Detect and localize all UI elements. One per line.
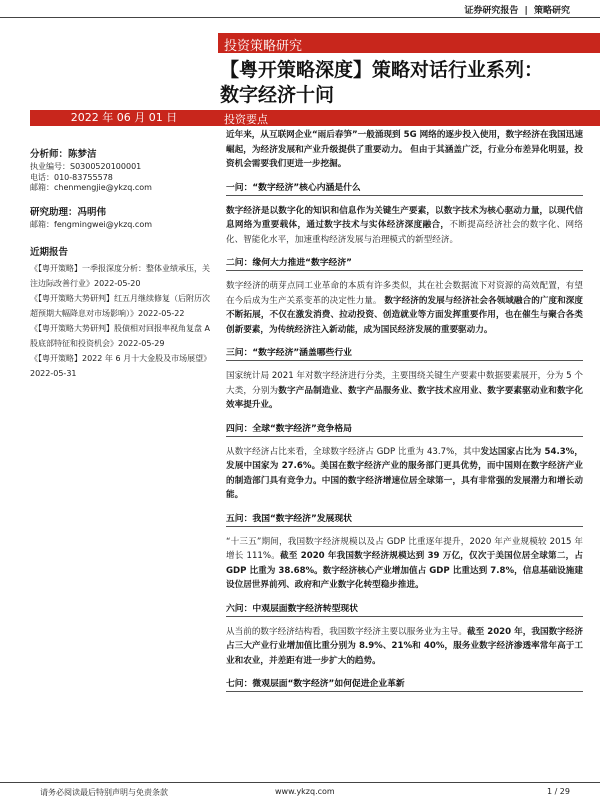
section-bold: 数字经济是以数字化的知识和信息作为关键生产要素，以数字技术为核心驱动力量，以现代信息网络为重要载体，通过数字技术与实体经济深度融合， bbox=[226, 205, 583, 230]
related-report-item[interactable]: 《【粤开策略】一季报深度分析：整体业绩承压，关注边际改善行业》2022-05-20 bbox=[30, 264, 210, 288]
sidebar bbox=[30, 146, 212, 382]
top-header bbox=[0, 0, 600, 18]
page-number: 1 / 29 bbox=[546, 787, 570, 796]
section-body bbox=[226, 204, 583, 248]
section-6 bbox=[226, 601, 583, 669]
category-label: 投资策略研究 bbox=[224, 39, 303, 54]
assistant-email[interactable]: 邮箱：fengmingwei@ykzq.com bbox=[30, 219, 153, 229]
report-date: 2022 年 06 月 01 日 bbox=[30, 110, 218, 126]
section-text: 数字经济的萌芽点同工业革命的本质有许多类似，其在社会数据流下对资源的高效配置，有望在今后成为生产关系变革的决定性力量。 bbox=[226, 281, 583, 306]
intro-bold-3: 但由于其涵盖广泛，行业分布差异化明显，投资机会需要我们更进一步挖掘。 bbox=[226, 144, 583, 169]
section-7 bbox=[226, 676, 583, 692]
intro-bold-2: 数字经济在我国迅速崛起，为经济发展和产业升级提供了重要动力。 bbox=[226, 130, 583, 155]
section-heading: 二问：缘何大力推进“数字经济” bbox=[226, 255, 583, 271]
section-text: 从数字经济占比来看，全球数字经济占 GDP 比重为 43.7%，其中 bbox=[226, 446, 481, 457]
summary-banner bbox=[218, 110, 600, 126]
section-bold-tail: 截至 2020 年我国数字经济规模达到 39 万亿，仅次于美国位居全球第二，占 GDP 比重为 38.68%。数字经济核心产业增加值占 GDP 比重达到 7.8%，信息基础设施建设位居世界前列、政府和产业数字化转型稳步推进。 bbox=[226, 551, 583, 590]
section-text: 国家统计局 2021 年对数字经济进行分类，主要围绕关键生产要素中数据要素展开，分为 5 个大类，分别为 bbox=[226, 371, 583, 396]
section-bold-tail: 数字产品制造业、数字产品服务业、数字技术应用业、数字要素驱动业和数字化效率提升业。 bbox=[226, 385, 583, 410]
section-text: “十三五”期间，我国数字经济规模以及占 GDP 比重逐年提升，2020 年产业规模较 2015 年增长 111%。 bbox=[226, 536, 583, 561]
section-heading: 三问：“数字经济”涵盖哪些行业 bbox=[226, 345, 583, 361]
title-line-1: 【粤开策略深度】策略对话行业系列： bbox=[220, 59, 544, 81]
title-line-2: 数字经济十问 bbox=[220, 84, 335, 106]
section-5 bbox=[226, 511, 583, 593]
section-body bbox=[226, 535, 583, 593]
section-body bbox=[226, 369, 583, 413]
summary-label: 投资要点 bbox=[224, 113, 268, 126]
section-1 bbox=[226, 180, 583, 248]
category-banner bbox=[218, 33, 600, 53]
page-footer bbox=[0, 782, 600, 800]
section-3 bbox=[226, 345, 583, 413]
section-bold-tail: 发达国家占比为 54.3%，发展中国家为 27.6%。美国在数字经济产业的服务部门更具优势，而中国则在数字经济产业的制造部门具有竞争力。中国的数字经济增速位居全球第一，具有非常强的发展潜力和增长动能。 bbox=[226, 446, 583, 500]
header-report-type bbox=[464, 3, 570, 16]
related-reports-title: 近期报告 bbox=[30, 247, 69, 258]
section-heading: 四问：全球“数字经济”竞争格局 bbox=[226, 421, 583, 437]
section-bold-tail: 数字经济的发展与经济社会各领域融合的广度和深度不断拓展，不仅在激发消费、拉动投资、创造就业等方面发挥重要作用，也在催生与聚合各类创新要素，为传统经济注入新动能，成为国民经济发展的重要驱动力。 bbox=[226, 295, 583, 335]
analyst-license: 执业编号：S0300520100001 bbox=[30, 162, 142, 171]
report-class-label: 策略研究 bbox=[533, 6, 570, 16]
footer-disclaimer: 请务必阅读最后特别声明与免责条款 bbox=[40, 788, 168, 797]
section-heading: 七问：微观层面“数字经济”如何促进企业革新 bbox=[226, 676, 583, 692]
section-body bbox=[226, 279, 583, 337]
footer-website[interactable]: www.ykzq.com bbox=[275, 787, 335, 796]
section-bold-tail: 截至 2020 年，我国数字经济占三大产业行业增加值比重分别为 8.9%、21%和 40%，服务业数字经济渗透率常年高于工业和农业，并差距有进一步扩大的趋势。 bbox=[226, 626, 583, 666]
section-text: 不断提高经济社会的数字化、网络化、智能化水平，加速重构经济发展与治理模式的新型经济。 bbox=[226, 220, 583, 245]
section-heading: 五问：我国“数字经济”发展现状 bbox=[226, 511, 583, 527]
header-separator: | bbox=[524, 6, 528, 16]
section-heading: 一问：“数字经济”核心内涵是什么 bbox=[226, 180, 583, 196]
section-heading: 六问：中观层面数字经济转型现状 bbox=[226, 601, 583, 617]
report-title bbox=[220, 58, 595, 108]
report-type-label: 证券研究报告 bbox=[464, 6, 519, 16]
analyst-phone: 电话：010-83755578 bbox=[30, 172, 113, 182]
intro-paragraph bbox=[226, 128, 583, 172]
main-content bbox=[226, 128, 583, 692]
section-body bbox=[226, 625, 583, 669]
intro-bold-1: 近年来，从互联网企业“雨后春笋”一般涌现到 5G 网络的逐步投入使用， bbox=[226, 130, 506, 140]
analyst-email[interactable]: 邮箱：chenmengjie@ykzq.com bbox=[30, 183, 152, 192]
related-report-item[interactable]: 《【粤开策略】2022 年 6 月十大金股及市场展望》2022-05-31 bbox=[30, 354, 212, 378]
section-text: 从当前的数字经济结构看，我国数字经济主要以服务业为主导。 bbox=[226, 626, 467, 637]
section-4 bbox=[226, 421, 583, 503]
section-2 bbox=[226, 255, 583, 337]
analyst-name: 分析师：陈梦洁 bbox=[30, 149, 97, 160]
related-report-item[interactable]: 《【粤开策略大势研判】红五月继续修复（后附历次超预期大幅降息对市场影响）》2022-05-22 bbox=[30, 294, 210, 318]
related-report-item[interactable]: 《【粤开策略大势研判】股债相对回报率视角复盘 A 股底部特征和投资机会》2022-05-29 bbox=[30, 324, 211, 348]
assistant-name: 研究助理：冯明伟 bbox=[30, 206, 107, 218]
section-body bbox=[226, 445, 583, 503]
